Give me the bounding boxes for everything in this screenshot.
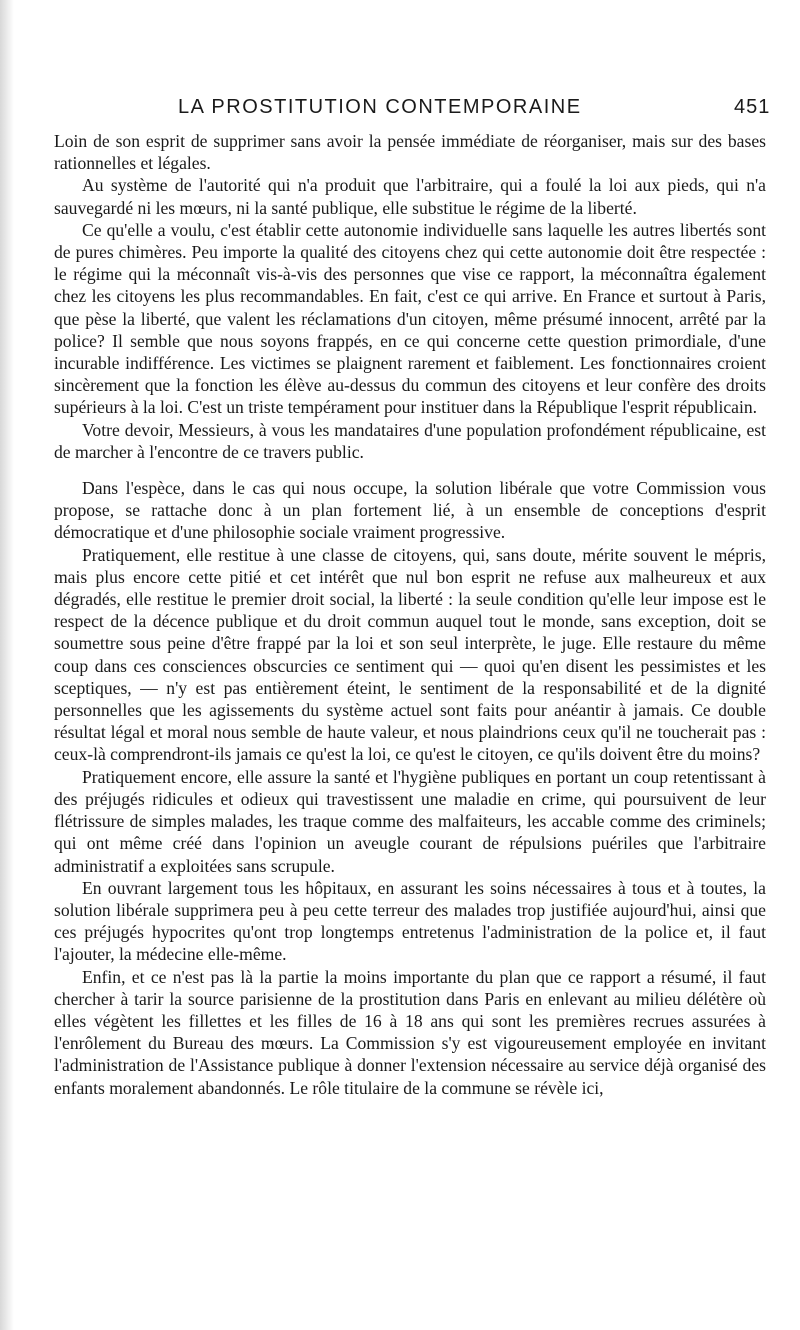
binding-shadow [0,0,14,1330]
paragraph: Pratiquement, elle restitue à une classe de citoyens, qui, sans doute, mérite souvent le mépris, mais plus encore cette pitié et cet intérêt que nul bon esprit ne refuse aux malheureux et aux dégradés, elle restitue le premier droit social, la liberté : la seule condition qu'elle leur impose est le respect de la décence publique et du droit commun auquel tout le monde, sans exception, doit se soumettre sous peine d'être frappé par la loi et son seul interprète, le juge. Elle restaure du même coup dans ces consciences obscurcies ce sentiment qui — quoi qu'en disent les pessimistes et les sceptiques, — n'y est pas entièrement éteint, le sentiment de la responsabilité et de la dignité personnelles que les agissements du système actuel sont faits pour anéantir à jamais. Ce double résultat légal et moral nous semble de haute valeur, et nous plaindrions ceux qu'il ne toucherait pas : ceux-là comprendront-ils jamais ce qu'est la loi, ce qu'est le citoyen, ce qu'ils doivent être du moins? [54,544,766,765]
page-number: 451 [734,96,771,118]
paragraph: Ce qu'elle a voulu, c'est établir cette autonomie individuelle sans laquelle les autres libertés sont de pures chimères. Peu importe la qualité des citoyens chez qui cette autonomie doit être respectée : le régime qui la méconnaît vis-à-vis des personnes que vise ce rapport, la méconnaîtra également chez les citoyens les plus recommandables. En fait, c'est ce qui arrive. En France et surtout à Paris, que pèse la liberté, que valent les réclamations d'un citoyen, même présumé innocent, arrêté par la police? Il semble que nous soyons frappés, en ce qui concerne cette question primordiale, d'une incurable indifférence. Les victimes se plaignent rarement et faiblement. Les fonctionnaires croient sincèrement que la fonction les élève au-dessus du commun des citoyens et leur confère des droits supérieurs à la loi. C'est un triste tempérament pour instituer dans la République l'esprit républicain. [54,219,766,418]
body-text [54,130,766,1099]
paragraph: Pratiquement encore, elle assure la santé et l'hygiène publiques en portant un coup retentissant à des préjugés ridicules et odieux qui travestissent une maladie en crime, qui poursuivent de leur flétrissure de simples malades, les traque comme des malfaiteurs, les accable comme des criminels; qui ont même créé dans l'opinion un aveugle courant de répulsions puériles que l'arbitraire administratif a exploitées sans scrupule. [54,766,766,876]
paragraph: Votre devoir, Messieurs, à vous les mandataires d'une population profondément républicaine, est de marcher à l'encontre de ce travers public. [54,419,766,462]
paragraph: Au système de l'autorité qui n'a produit que l'arbitraire, qui a foulé la loi aux pieds, qui n'a sauvegardé ni les mœurs, ni la santé publique, elle substitue le régime de la liberté. [54,175,766,218]
running-title: LA PROSTITUTION CONTEMPORAINE [178,96,582,118]
paragraph: Loin de son esprit de supprimer sans avoir la pensée immédiate de réorganiser, mais sur des bases rationnelles et légales. [54,131,766,174]
paragraph: Dans l'espèce, dans le cas qui nous occupe, la solution libérale que votre Commission vous propose, se rattache donc à un plan fortement lié, à un ensemble de conceptions d'esprit démocratique et d'une philosophie sociale vraiment progressive. [54,478,766,543]
running-header [0,96,800,126]
paragraph: En ouvrant largement tous les hôpitaux, en assurant les soins nécessaires à tous et à toutes, la solution libérale supprimera peu à peu cette terreur des malades trop justifiée aujourd'hui, ainsi que ces préjugés hypocrites qu'ont trop longtemps entretenus l'administration de la police et, il faut l'ajouter, la médecine elle-même. [54,877,766,965]
paragraph: Enfin, et ce n'est pas là la partie la moins importante du plan que ce rapport a résumé, il faut chercher à tarir la source parisienne de la prostitution dans Paris en enlevant au milieu délétère où elles végètent les fillettes et les filles de 16 à 18 ans qui sont les premières recrues assurées à l'enrôlement du Bureau des mœurs. La Commission s'y est vigoureusement employée en invitant l'administration de l'Assistance publique à donner l'extension nécessaire au service déjà organisé des enfants moralement abandonnés. Le rôle titulaire de la commune se révèle ici, [54,966,766,1098]
